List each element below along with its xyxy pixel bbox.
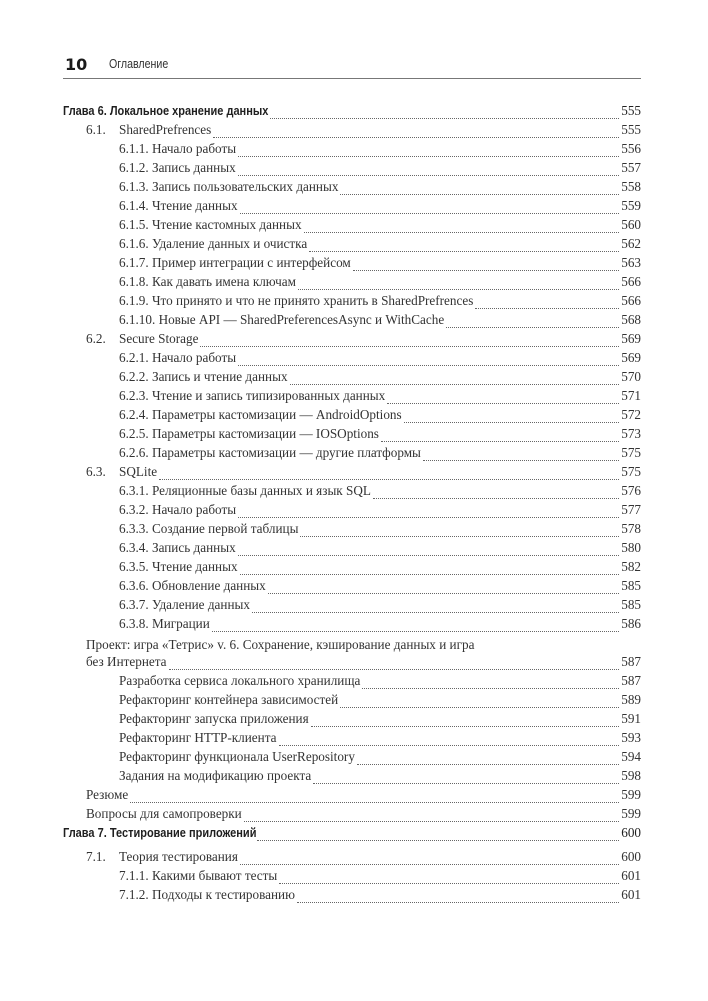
toc-entry-title: Задания на модификацию проекта: [119, 768, 312, 783]
toc-entry-page: 577: [621, 502, 641, 517]
toc-entry-page: 566: [621, 274, 641, 289]
toc-entry-page: 557: [621, 160, 641, 175]
toc-entry[interactable]: [119, 597, 641, 616]
toc-entry-title: Разработка сервиса локального хранилища: [119, 673, 361, 688]
dot-leader: [238, 174, 620, 176]
toc-entry[interactable]: [119, 255, 641, 274]
toc-entry-title: 6.2.3. Чтение и запись типизированных данных: [119, 388, 386, 403]
toc-entry-page: 598: [621, 768, 641, 783]
toc-entry[interactable]: [119, 673, 641, 692]
dot-leader: [423, 459, 619, 461]
dot-leader: [238, 155, 619, 157]
toc-entry-title: без Интернета: [86, 654, 167, 669]
toc-entry-title: Теория тестирования: [119, 849, 238, 864]
toc-entry-number: 6.3.: [86, 464, 106, 479]
dot-leader: [238, 364, 619, 366]
toc-entry-title: Глава 7. Тестирование приложений: [63, 826, 257, 840]
toc-entry[interactable]: [119, 350, 641, 369]
dot-leader: [340, 193, 619, 195]
toc-entry[interactable]: [119, 711, 641, 730]
toc-entry-page: 569: [621, 350, 641, 365]
dot-leader: [279, 744, 620, 746]
toc-entry-number: 7.1.: [86, 849, 106, 864]
toc-entry[interactable]: [63, 825, 641, 844]
toc-entry[interactable]: [119, 578, 641, 597]
toc-entry-title: Рефакторинг HTTP-клиента: [119, 730, 277, 745]
toc-entry[interactable]: [119, 692, 641, 711]
toc-entry-page: 601: [621, 887, 641, 902]
toc-entry[interactable]: [86, 654, 641, 673]
dot-leader: [270, 117, 619, 119]
toc-entry[interactable]: [119, 369, 641, 388]
toc-entry-title: 6.2.5. Параметры кастомизации — IOSOptions: [119, 426, 379, 441]
toc-entry-number: 6.1.: [86, 122, 106, 137]
toc-entry-page: 585: [621, 578, 641, 593]
dot-leader: [387, 402, 619, 404]
dot-leader: [311, 725, 620, 727]
dot-leader: [404, 421, 620, 423]
toc-entry[interactable]: [119, 749, 641, 768]
running-header: [63, 52, 641, 79]
toc-entry[interactable]: [119, 559, 641, 578]
toc-entry[interactable]: [119, 616, 641, 635]
toc-entry[interactable]: [119, 868, 641, 887]
toc-entry-page: 593: [621, 730, 641, 745]
dot-leader: [130, 801, 619, 803]
toc-entry-title: 7.1.1. Какими бывают тесты: [119, 868, 278, 883]
toc-entry-page: 555: [621, 103, 641, 118]
toc-entry-page: 571: [621, 388, 641, 403]
toc-entry-page: 559: [621, 198, 641, 213]
toc-entry-title: Рефакторинг запуска приложения: [119, 711, 309, 726]
toc-entry-page: 573: [621, 426, 641, 441]
toc-entry-page: 569: [621, 331, 641, 346]
toc-entry-title: Резюме: [86, 787, 129, 802]
toc-entry-title: 6.3.7. Удаление данных: [119, 597, 250, 612]
toc-entry[interactable]: [119, 426, 641, 445]
toc-entry[interactable]: [119, 217, 641, 236]
toc-entry-title: 6.1.7. Пример интеграции с интерфейсом: [119, 255, 351, 270]
toc-entry-title-line: Проект: игра «Тетрис» v. 6. Сохранение, кэширование данных и игра: [86, 637, 475, 652]
toc-entry-title: 6.1.2. Запись данных: [119, 160, 236, 175]
toc-entry[interactable]: [119, 236, 641, 255]
toc-entry-page: 585: [621, 597, 641, 612]
toc-entry[interactable]: [119, 521, 641, 540]
running-title: Оглавление: [109, 57, 169, 71]
dot-leader: [213, 136, 619, 138]
toc-entry[interactable]: [119, 407, 641, 426]
toc-entry-page: 572: [621, 407, 641, 422]
toc-entry[interactable]: [119, 160, 641, 179]
dot-leader: [298, 288, 619, 290]
toc-entry-page: 560: [621, 217, 641, 232]
dot-leader: [238, 554, 620, 556]
dot-leader: [268, 592, 619, 594]
toc-entry-title: Рефакторинг функционала UserRepository: [119, 749, 355, 764]
toc-entry-title: 6.3.4. Запись данных: [119, 540, 236, 555]
dot-leader: [240, 573, 620, 575]
dot-leader: [169, 668, 620, 670]
dot-leader: [244, 820, 619, 822]
dot-leader: [297, 901, 619, 903]
toc-entry-page: 601: [621, 868, 641, 883]
dot-leader: [475, 307, 619, 309]
dot-leader: [300, 535, 619, 537]
toc-entry[interactable]: [86, 464, 641, 483]
toc-entry-page: 558: [621, 179, 641, 194]
toc-entry-page: 566: [621, 293, 641, 308]
toc-entry-title: 6.1.1. Начало работы: [119, 141, 237, 156]
toc-entry[interactable]: [119, 141, 641, 160]
toc-entry-page: 568: [621, 312, 641, 327]
toc-entry-title: 6.1.10. Новые API — SharedPreferencesAsync и WithCache: [119, 312, 445, 327]
toc-entry-page: 587: [621, 673, 641, 688]
toc-entry-title: 6.1.6. Удаление данных и очистка: [119, 236, 308, 251]
toc-entry[interactable]: [119, 293, 641, 312]
dot-leader: [200, 345, 619, 347]
toc-entry-title: Secure Storage: [119, 331, 199, 346]
dot-leader: [340, 706, 619, 708]
toc-entry-title: SharedPrefrences: [119, 122, 212, 137]
toc-entry-title: 6.1.9. Что принято и что не принято хранить в SharedPrefrences: [119, 293, 474, 308]
dot-leader: [353, 269, 619, 271]
toc-entry-page: 594: [621, 749, 641, 764]
toc-entry[interactable]: [86, 849, 641, 868]
dot-leader: [362, 687, 619, 689]
toc-entry-title: 6.1.5. Чтение кастомных данных: [119, 217, 302, 232]
dot-leader: [309, 250, 619, 252]
dot-leader: [446, 326, 619, 328]
toc-entry[interactable]: [119, 179, 641, 198]
toc-entry[interactable]: [119, 198, 641, 217]
toc-entry-title: Вопросы для самопроверки: [86, 806, 242, 821]
dot-leader: [279, 882, 619, 884]
toc-entry[interactable]: [119, 887, 641, 906]
toc-entry[interactable]: [119, 312, 641, 331]
toc-entry-page: 599: [621, 787, 641, 802]
toc-entry[interactable]: [63, 103, 641, 122]
page-number: 10: [65, 55, 88, 74]
toc-entry-title: 6.3.5. Чтение данных: [119, 559, 238, 574]
toc-entry[interactable]: [119, 483, 641, 502]
dot-leader: [212, 630, 619, 632]
toc-entry[interactable]: [86, 806, 641, 825]
toc-entry-title: SQLite: [119, 464, 158, 479]
toc-entry-title: 6.2.1. Начало работы: [119, 350, 237, 365]
toc-entry-page: 600: [621, 825, 641, 840]
toc-entry[interactable]: [86, 787, 641, 806]
toc-entry-page: 576: [621, 483, 641, 498]
dot-leader: [257, 839, 619, 841]
toc-entry[interactable]: [119, 445, 641, 464]
toc-entry-title: 6.2.4. Параметры кастомизации — AndroidOptions: [119, 407, 402, 422]
toc-entry-title: 6.3.8. Миграции: [119, 616, 210, 631]
toc-entry-page: 599: [621, 806, 641, 821]
dot-leader: [238, 516, 619, 518]
toc-entry-title: 6.1.3. Запись пользовательских данных: [119, 179, 339, 194]
dot-leader: [240, 863, 619, 865]
toc-entry-page: 586: [621, 616, 641, 631]
toc-entry-page: 591: [621, 711, 641, 726]
toc-entry-title: 6.1.8. Как давать имена ключам: [119, 274, 296, 289]
toc-entry-page: 556: [621, 141, 641, 156]
toc-entry-page: 562: [621, 236, 641, 251]
toc-entry[interactable]: [119, 730, 641, 749]
toc-entry-title: 6.3.6. Обновление данных: [119, 578, 266, 593]
toc-entry-number: 6.2.: [86, 331, 106, 346]
toc-entry-page: 578: [621, 521, 641, 536]
toc-entry[interactable]: [119, 388, 641, 407]
toc-entry[interactable]: [119, 502, 641, 521]
toc-entry-page: 582: [621, 559, 641, 574]
dot-leader: [313, 782, 619, 784]
toc-entry-page: 589: [621, 692, 641, 707]
toc-entry-title: 6.2.6. Параметры кастомизации — другие платформы: [119, 445, 421, 460]
toc-entry-page: 575: [621, 445, 641, 460]
toc-entry[interactable]: [86, 122, 641, 141]
toc-entry-title: Глава 6. Локальное хранение данных: [63, 104, 269, 118]
toc-entry[interactable]: [119, 768, 641, 787]
dot-leader: [252, 611, 619, 613]
dot-leader: [304, 231, 620, 233]
dot-leader: [357, 763, 619, 765]
toc-entry-title: 6.2.2. Запись и чтение данных: [119, 369, 288, 384]
toc-entry[interactable]: [119, 274, 641, 293]
toc-entry-page: 555: [621, 122, 641, 137]
toc-entry-title: 6.3.2. Начало работы: [119, 502, 237, 517]
dot-leader: [290, 383, 620, 385]
dot-leader: [240, 212, 620, 214]
toc-entry-page: 563: [621, 255, 641, 270]
toc-entry-page: 575: [621, 464, 641, 479]
toc-entry[interactable]: [86, 331, 641, 350]
toc-entry-title: 6.3.1. Реляционные базы данных и язык SQL: [119, 483, 371, 498]
dot-leader: [373, 497, 619, 499]
toc-entry-page: 600: [621, 849, 641, 864]
toc-entry-page: 587: [621, 654, 641, 669]
toc-entry-page: 570: [621, 369, 641, 384]
toc-entry-title: 7.1.2. Подходы к тестированию: [119, 887, 295, 902]
toc-entry-title: 6.1.4. Чтение данных: [119, 198, 238, 213]
toc-entry[interactable]: [119, 540, 641, 559]
dot-leader: [381, 440, 619, 442]
toc-entry-title: 6.3.3. Создание первой таблицы: [119, 521, 299, 536]
toc-entry-page: 580: [621, 540, 641, 555]
dot-leader: [159, 478, 619, 480]
toc-entry-title: Рефакторинг контейнера зависимостей: [119, 692, 339, 707]
